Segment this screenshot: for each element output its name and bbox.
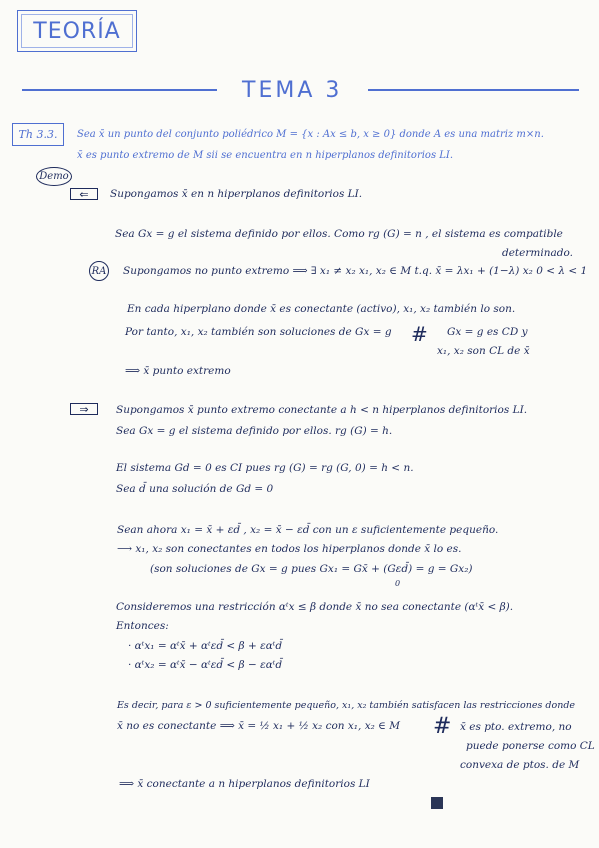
proof-line-5: En cada hiperplano donde x̄ es conectante (activo), x₁, x₂ también lo son. bbox=[127, 303, 516, 315]
proof-line-19: Es decir, para ε > 0 suficientemente pequeño, x₁, x₂ también satisfacen las restricciones donde bbox=[117, 700, 576, 711]
proof-line-4: Supongamos no punto extremo ⟹ ∃ x₁ ≠ x₂ x₁, x₂ ∈ M t.q. x̄ = λx₁ + (1−λ) x₂ 0 < λ < 1 bbox=[123, 265, 588, 277]
proof-line-2: Sea Gx = g el sistema definido por ellos. Como rg (G) = n , el sistema es compatible bbox=[115, 228, 563, 240]
proof-line-10: El sistema Gd = 0 es CI pues rg (G) = rg (G, 0) = h < n. bbox=[116, 462, 414, 474]
proof-line-14: (son soluciones de Gx = g pues Gx₁ = Gx̄ + (Gεd̄) = g = Gx₂) bbox=[150, 563, 473, 575]
proof-line-3: determinado. bbox=[502, 247, 573, 259]
left-arrow-icon: ⇐ bbox=[79, 187, 89, 201]
proof-line-8: Supongamos x̄ punto extremo conectante a h < n hiperplanos definitorios LI. bbox=[116, 404, 528, 416]
proof-line-6c: Gx = g es CD y bbox=[447, 326, 528, 338]
theorem-label-box bbox=[12, 123, 64, 146]
proof-line-9: Sea Gx = g el sistema definido por ellos. rg (G) = h. bbox=[116, 425, 393, 437]
proof-line-7: ⟹ x̄ punto extremo bbox=[125, 365, 231, 377]
proof-line-15: Consideremos una restricción αᵗx ≤ β donde x̄ no sea conectante (αᵗx̄ < β). bbox=[116, 601, 514, 613]
theorem-line-2: x̄ es punto extremo de M sii se encuentra en n hiperplanos definitorios LI. bbox=[77, 150, 454, 161]
proof-line-20: x̄ no es conectante ⟹ x̄ = ½ x₁ + ½ x₂ con x₁, x₂ ∈ M bbox=[117, 720, 401, 732]
contradiction-mark-2: # bbox=[433, 714, 452, 739]
proof-line-11: Sea d̄ una solución de Gd = 0 bbox=[116, 483, 274, 495]
qed-square-icon bbox=[431, 797, 443, 809]
proof-line-18: · αᵗx₂ = αᵗx̄ − αᵗεd̄ < β − εαᵗd̄ bbox=[128, 659, 283, 671]
proof-line-20c: x̄ es pto. extremo, no bbox=[460, 721, 572, 733]
page-title-box bbox=[17, 10, 137, 52]
theorem-line-1: Sea x̄ un punto del conjunto poliédrico M = {x : Ax ≤ b, x ≥ 0} donde A es una matriz m×n. bbox=[77, 129, 544, 140]
proof-line-21: puede ponerse como CL bbox=[466, 740, 595, 752]
proof-line-17: · αᵗx₁ = αᵗx̄ + αᵗεd̄ < β + εαᵗd̄ bbox=[128, 640, 283, 652]
proof-line-14-sub: 0 bbox=[395, 579, 401, 588]
proof-line-6: Por tanto, x₁, x₂ también son soluciones de Gx = g bbox=[125, 326, 392, 338]
section-rule-left bbox=[22, 89, 217, 91]
left-arrow-box bbox=[70, 188, 98, 200]
right-arrow-box bbox=[70, 403, 98, 415]
proof-line-12: Sean ahora x₁ = x̄ + εd̄ , x₂ = x̄ − εd̄ con un ε suficientemente pequeño. bbox=[117, 524, 499, 536]
section-rule-right bbox=[368, 89, 579, 91]
proof-line-1: Supongamos x̄ en n hiperplanos definitorios LI. bbox=[110, 188, 363, 200]
proof-line-13: ⟶ x₁, x₂ son conectantes en todos los hiperplanos donde x̄ lo es. bbox=[117, 543, 462, 555]
demo-label: Demo bbox=[36, 167, 72, 186]
proof-line-22: convexa de ptos. de M bbox=[460, 759, 580, 771]
ra-label: RA bbox=[89, 261, 109, 281]
proof-line-16: Entonces: bbox=[116, 620, 169, 632]
page-title: TEORÍA bbox=[33, 18, 121, 44]
proof-line-23: ⟹ x̄ conectante a n hiperplanos definitorios LI bbox=[119, 778, 370, 790]
contradiction-mark-1: # bbox=[411, 322, 428, 346]
theorem-label: Th 3.3. bbox=[18, 128, 58, 141]
proof-line-6d: x₁, x₂ son CL de x̄ bbox=[437, 345, 530, 357]
right-arrow-icon: ⇒ bbox=[79, 402, 89, 416]
section-title: TEMA 3 bbox=[242, 78, 343, 103]
